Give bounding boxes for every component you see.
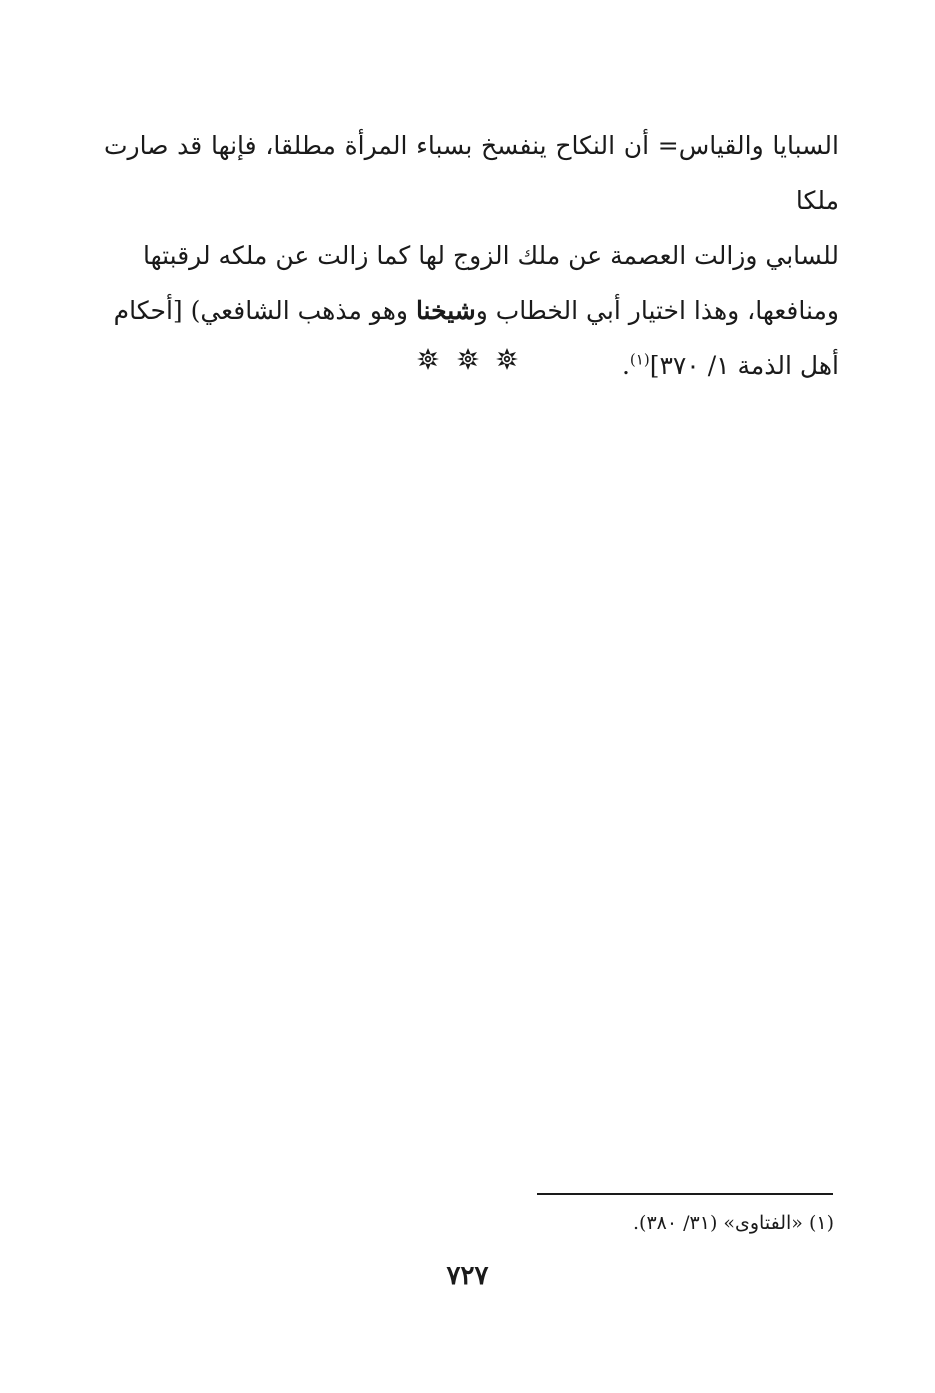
text-line-1: السبايا والقياس= أن النكاح ينفسخ بسباء المرأة مطلقا، فإنها قد صارت ملكا — [104, 131, 839, 215]
page-number: ٧٢٧ — [446, 1261, 489, 1291]
star-ornament-icon — [457, 348, 479, 370]
footnote-text: «الفتاوى» (٣١/ ٣٨٠). — [632, 1212, 809, 1234]
bold-term: شيخنا — [415, 296, 476, 325]
footnote-marker: (١) — [808, 1212, 834, 1234]
footnote-separator — [537, 1193, 833, 1195]
text-line-3-end: وهو مذهب الشافعي) [أحكام — [113, 296, 416, 325]
text-line-3-start: ومنافعها، وهذا اختيار أبي الخطاب و — [475, 296, 839, 325]
star-ornament-icon — [417, 348, 439, 370]
text-line-2: للسابي وزالت العصمة عن ملك الزوج لها كما زالت عن ملكه لرقبتها — [142, 241, 839, 270]
footnote — [400, 1208, 834, 1238]
footnote-reference: (١) — [629, 350, 650, 369]
star-ornament-icon — [496, 348, 518, 370]
section-divider-ornaments — [0, 348, 935, 370]
citation-text: أهل الذمة ١/ ٣٧٠] — [649, 351, 839, 380]
line-end-period: . — [621, 351, 630, 380]
text-line-3 — [104, 283, 839, 338]
